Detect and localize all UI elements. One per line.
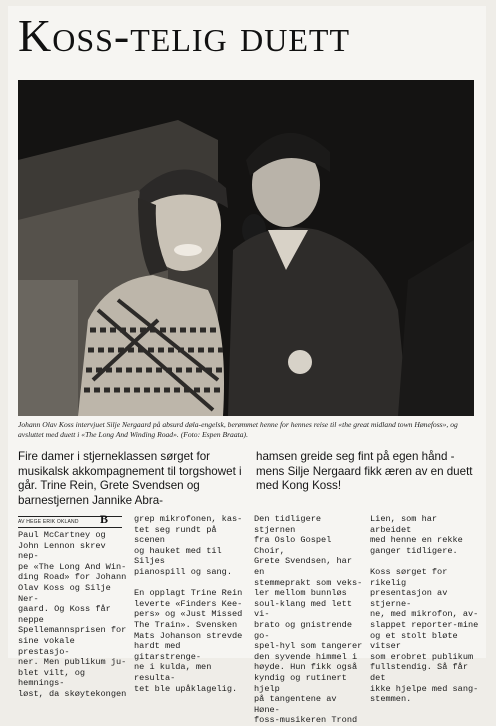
lead-paragraph-left: Fire damer i stjerneklassen sørget for musikalsk akkompagnement til torgshowet i går. Trine Rein, Grete Svendsen og barnestjernen Jannike Abra- <box>18 450 242 507</box>
byline: AV HEGE ERIK OKLAND <box>18 516 122 528</box>
headline: Koss-telig duett <box>18 10 351 61</box>
article-column-4 <box>370 514 480 705</box>
article-photo <box>18 80 474 416</box>
column-text: Den tidligere stjernen fra Oslo Gospel Choir, Grete Svendsen, har en stemmeprakt som veks- ler mellom bunnløs soul-klang med lett vi- brato og gnistrende go- spel-hyl som tangerer den syvende himmel i høyde. Hun fikk også kyndig og rutinert hjelp på tangentene av Høne- foss-musikeren Trond <box>254 514 363 726</box>
article-column-3 <box>254 514 364 726</box>
article-column-2 <box>134 514 244 694</box>
photo-caption: Johann Olav Koss intervjuet Silje Nergaard på absurd døla-engelsk, berømmet henne for hennes reise til «the great midland town Hønefoss», og avsluttet med duett i «The Long And Winding Road». (Foto: Espen Braata). <box>18 420 458 439</box>
column-text: Paul McCartney og John Lennon skrev nep- pe «The Long And Win- ding Road» for Johann Olav Koss og Silje Ner- gaard. Og Koss får neppe Spellemannsprisen for sine vokale prestasjo- ner. Men publikum ju- blet vilt, og hemnings- løst, da skøytekongen <box>18 530 127 699</box>
newspaper-logo-icon: B <box>100 512 109 526</box>
column-text: grep mikrofonen, kas- tet seg rundt på scenen og hauket med til Siljes pianospill og sang. En opplagt Trine Rein leverte «Finders Kee- pers» og «Just Missed The Train». Svensken Mats Johanson strevde hardt med gitarstrenge- ne i kulda, men resulta- tet ble upåklagelig. <box>134 514 243 694</box>
lead-paragraph-right: hamsen greide seg fint på egen hånd - mens Silje Nergaard fikk æren av en duett med Kong Koss! <box>256 450 473 492</box>
photo-icon <box>18 80 474 416</box>
article-column-1 <box>18 530 128 700</box>
column-text: Lien, som har arbeidet med henne en rekke ganger tidligere. Koss sørget for rikelig presentasjon av stjerne- ne, med mikrofon, av- slappet reporter-mine og et stolt bløte vitser som erobret publikum fullstendig. Så får det ikke hjelpe med sang- stemmen. <box>370 514 479 705</box>
